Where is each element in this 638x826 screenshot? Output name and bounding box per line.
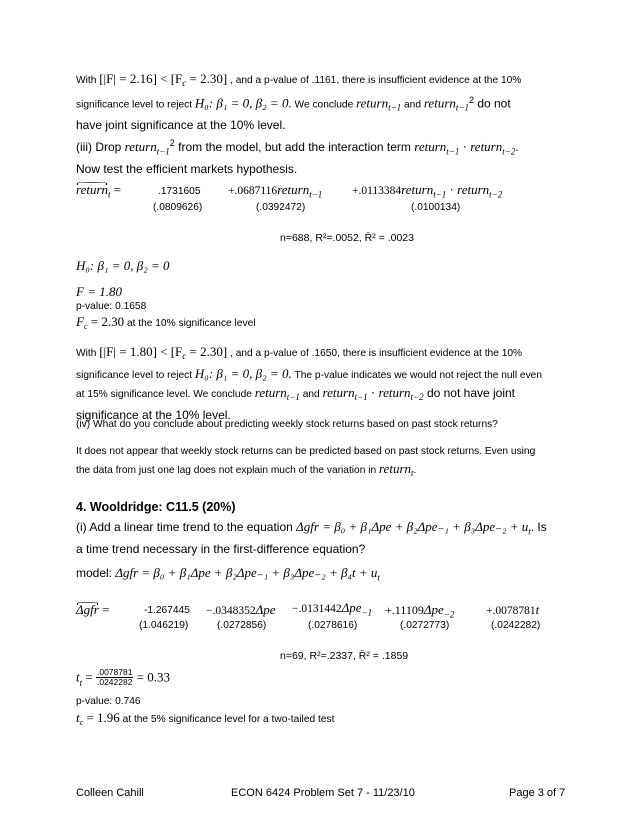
- var-return: return: [356, 95, 389, 111]
- subscript: t−1: [455, 102, 469, 113]
- conclusion-line-3: have joint significance at the 10% level.: [76, 118, 286, 133]
- subscript: t−1: [433, 189, 447, 200]
- coef-2: [292, 600, 372, 618]
- dot-operator: ·: [367, 385, 379, 401]
- question-line-1: [76, 134, 571, 160]
- subscript: t: [108, 189, 111, 200]
- part4-question: (iv) What do you conclude about predicting weekly stock returns based on past stock returns?: [76, 419, 498, 430]
- var-dpe: Δpe: [255, 602, 276, 617]
- answer-line-1: It does not appear that weekly stock returns can be predicted based on past stock returns. Even using: [76, 446, 536, 457]
- f-test-results-iii: [76, 284, 571, 334]
- subscript: t−1: [286, 392, 300, 403]
- part4-answer: [76, 443, 571, 482]
- text: at the 10% significance level: [124, 318, 256, 329]
- coef-4: [486, 602, 539, 618]
- numerator: .0078781: [96, 667, 133, 677]
- p-value: p-value: 0.746: [76, 696, 141, 707]
- var-f: F: [76, 314, 84, 329]
- var-return: return: [277, 182, 310, 197]
- f-crit-value: = 2.30: [87, 314, 125, 329]
- answer-line-2: [76, 460, 571, 482]
- se-coef-2: (.0278616): [308, 620, 358, 631]
- subscript: t−1: [388, 102, 402, 113]
- coef-value: −.0348352: [206, 605, 256, 617]
- var-return: return: [378, 461, 412, 476]
- text: significance level to reject: [76, 99, 195, 111]
- question-line-1: [76, 518, 571, 540]
- conclusion-line-4: significance at the 10% level.: [76, 408, 231, 423]
- conclusion-line-2: [76, 365, 571, 384]
- conclusion-line-3: [76, 384, 571, 406]
- var-t: t: [76, 710, 80, 725]
- subscript: t−1: [309, 189, 323, 200]
- text: significance level to reject: [76, 370, 195, 382]
- model-label: model:: [76, 566, 116, 580]
- text: the data from just one lag does not explain much of the variation in: [76, 465, 379, 476]
- superscript: 2: [468, 95, 474, 106]
- t-test: [76, 668, 571, 731]
- f-statistic: F = 1.80: [76, 284, 122, 299]
- var-gfr-hat: Δgfr: [76, 602, 99, 617]
- subscript: t: [377, 572, 380, 583]
- subscript: t−2: [502, 146, 516, 157]
- t-result: = 0.33: [133, 669, 171, 685]
- var-return: return: [254, 385, 287, 401]
- var-t: t: [535, 602, 540, 617]
- t-stat-formula: $t_t$ = $\frac{.0078781}{.0242282}$ = 0.33: [76, 667, 171, 688]
- subscript: t: [528, 526, 531, 537]
- se-coef-3: (.0272773): [400, 620, 450, 631]
- se-coef-1: (.0392472): [256, 202, 306, 213]
- coef-value: +.11109: [385, 603, 424, 617]
- f-comparison: [|F| = 2.16] < [F: [99, 71, 183, 86]
- hypothesis-test-iii: [76, 258, 571, 274]
- part3-conclusion: [76, 343, 571, 424]
- conclusion-line-1: [76, 343, 571, 365]
- dependent-var: [76, 602, 109, 618]
- text: at 15% significance level. We conclude: [76, 389, 255, 401]
- var-return: return: [470, 139, 503, 154]
- superscript: 2: [169, 138, 175, 148]
- coef-2: [352, 182, 502, 200]
- subscript: t−1: [156, 146, 170, 157]
- section4-question: [76, 518, 571, 558]
- f-crit-value: = 2.30]: [186, 344, 228, 359]
- coef-intercept: .1731605: [158, 186, 201, 197]
- text: , and a p-value of .1650, there is insufficient evidence at the 10%: [227, 348, 523, 359]
- se-intercept: (1.046219): [139, 620, 189, 631]
- subscript: c: [79, 718, 84, 728]
- f-critical: [76, 314, 571, 334]
- f-comparison: [|F| = 1.80] < [F: [99, 344, 183, 359]
- subscript: t: [79, 677, 83, 688]
- var-dpe: Δpe: [423, 602, 444, 617]
- se-coef-4: (.0242282): [491, 620, 541, 631]
- var-dpe: Δpe: [341, 600, 362, 615]
- coef-value: +.0113384: [352, 185, 402, 197]
- section-header: 4. Wooldridge: C11.5 (20%): [76, 500, 236, 514]
- coef-value: −.0131442: [292, 603, 342, 615]
- text: With: [76, 75, 100, 86]
- text: The p-value indicates we would not reject the null even: [291, 370, 543, 382]
- text: .: [413, 465, 417, 476]
- denominator: .0242282: [96, 677, 133, 687]
- text: do not have joint: [423, 386, 516, 401]
- f-crit-value: = 2.30]: [186, 71, 228, 86]
- text: .: [515, 140, 519, 154]
- model-spec: [76, 564, 571, 586]
- text: from the model, but add the interaction term: [174, 140, 415, 154]
- se-intercept: (.0809626): [153, 202, 203, 213]
- question-line-2: Now test the efficient markets hypothesis.: [76, 162, 298, 177]
- var-return: return: [423, 95, 456, 111]
- coef-intercept: -1.267445: [144, 605, 190, 616]
- var-return-hat: return: [76, 182, 109, 197]
- footer-page-number: Page 3 of 7: [509, 787, 566, 799]
- var-return: return: [457, 182, 490, 197]
- regression-stats: n=69, R²=.2337, R̄² = .1859: [280, 650, 409, 662]
- equation: Δgfr = β₀ + β₁Δpe + β₂Δpe₋₁ + β₃Δpe₋₂ + u: [296, 519, 529, 534]
- part2-conclusion: [76, 70, 571, 134]
- text: and: [401, 99, 424, 111]
- coef-value: +.0078781: [486, 605, 536, 617]
- var-return: return: [378, 385, 411, 401]
- conclusion-line-2: [76, 92, 571, 116]
- var-return: return: [401, 182, 434, 197]
- t-critical: [76, 709, 571, 731]
- dot-operator: ·: [446, 182, 458, 197]
- equals: =: [98, 602, 110, 617]
- subscript: t−1: [446, 146, 460, 157]
- se-coef-2: (.0100134): [411, 202, 461, 213]
- coef-1: [228, 182, 322, 200]
- var-t: t: [76, 669, 80, 685]
- subscript: c: [182, 351, 187, 362]
- subscript: −1: [361, 607, 373, 618]
- text: , and a p-value of .1161, there is insufficient evidence at the 10%: [227, 75, 522, 86]
- subscript: t−2: [410, 392, 424, 403]
- null-hypothesis: H₀: β₁ = 0, β₂ = 0: [76, 258, 170, 273]
- footer-course: ECON 6424 Problem Set 7 - 11/23/10: [231, 787, 415, 799]
- coef-1: [206, 602, 276, 618]
- text: We conclude: [291, 99, 357, 111]
- coef-value: +.0687116: [228, 185, 278, 197]
- text: and: [299, 389, 323, 401]
- p-value: p-value: 0.1658: [76, 301, 147, 312]
- var-return: return: [124, 139, 157, 154]
- subscript: t−2: [489, 189, 503, 200]
- null-hypothesis: H₀: β₁ = 0, β₂ = 0.: [194, 95, 292, 111]
- text: (i) Add a linear time trend to the equation: [76, 520, 297, 534]
- regression-stats: n=688, R²=.0052, R̄² = .0023: [280, 232, 414, 244]
- equals: =: [110, 182, 122, 197]
- text: at the 5% significance level for a two-tailed test: [119, 714, 335, 725]
- t-fraction: [96, 668, 133, 687]
- part3-question: [76, 134, 571, 178]
- question-line-2: a time trend necessary in the first-difference equation?: [76, 542, 366, 557]
- var-return: return: [414, 139, 447, 154]
- text: do not: [473, 96, 511, 111]
- subscript: −2: [443, 609, 455, 620]
- conclusion-line-1: [76, 70, 571, 92]
- subscript: c: [83, 322, 88, 332]
- subscript: t: [411, 468, 414, 479]
- var-return: return: [322, 385, 355, 401]
- model-equation: Δgfr = β₀ + β₁Δpe + β₂Δpe₋₁ + β₃Δpe₋₂ + β₄t + u: [115, 565, 378, 580]
- se-coef-1: (.0272856): [217, 620, 267, 631]
- f-crit-sub: c: [182, 78, 187, 89]
- subscript: t−1: [354, 392, 368, 403]
- dependent-var: [76, 182, 121, 200]
- dot-operator: ·: [459, 139, 471, 154]
- coef-3: [385, 602, 454, 620]
- t-crit-value: = 1.96: [83, 710, 120, 725]
- footer-author: Colleen Cahill: [76, 787, 144, 799]
- null-hypothesis: H₀: β₁ = 0, β₂ = 0.: [194, 366, 292, 382]
- text: (iii) Drop: [76, 140, 125, 154]
- text: . Is: [530, 520, 547, 534]
- text: With: [76, 348, 100, 359]
